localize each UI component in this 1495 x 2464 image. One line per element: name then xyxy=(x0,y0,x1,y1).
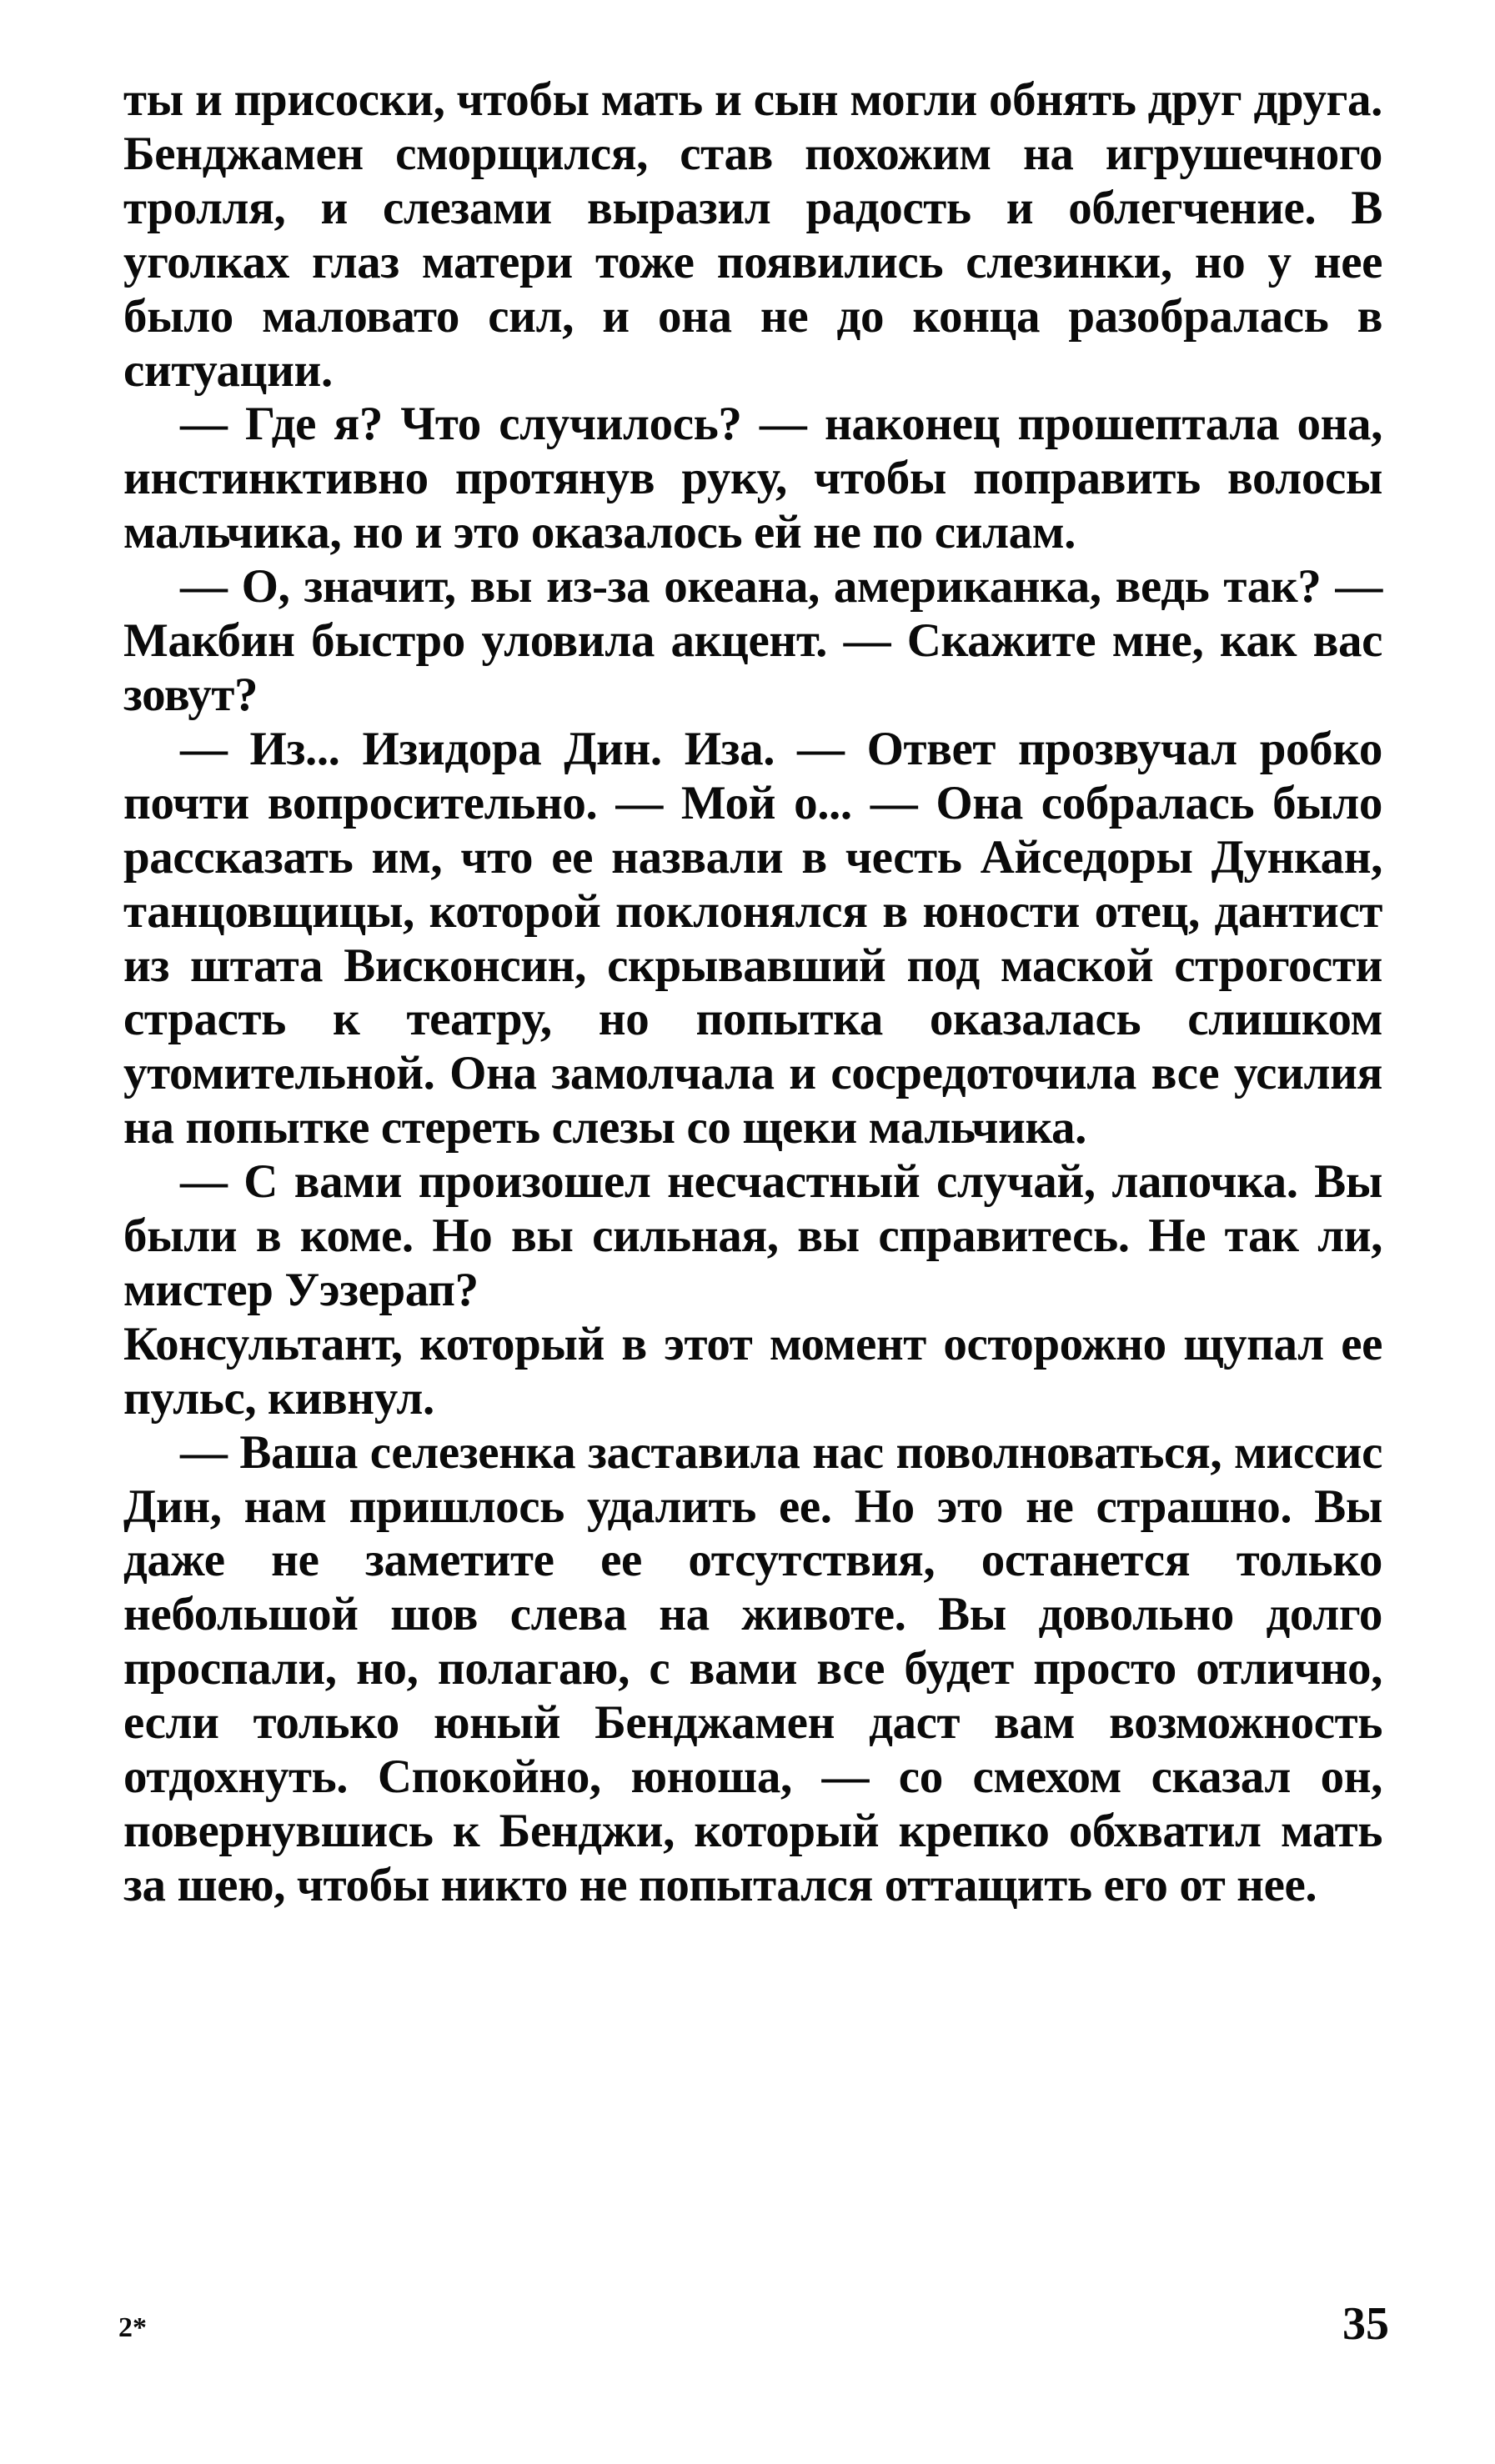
printer-signature-mark: 2* xyxy=(118,2312,147,2343)
paragraph-2: — Где я? Что случилось? — наконец прошептала она, инстинктивно протянув руку, чтобы поправить волосы мальчика, но и это оказалось ей не по силам. xyxy=(123,398,1382,559)
paragraph-3: — О, значит, вы из-за океана, американка, ведь так? — Макбин быстро уловила акцент. — Скажите мне, как вас зовут? xyxy=(123,560,1382,721)
body-text xyxy=(123,73,1382,1913)
paragraph-1: ты и присоски, чтобы мать и сын могли обнять друг друга. Бенджамен сморщился, став похожим на игрушечного тролля, и слезами выразил радость и облегчение. В уголках глаз матери тоже появились слезинки, но у нее было маловато сил, и она не до конца разобралась в ситуации. xyxy=(123,73,1382,397)
page-footer xyxy=(118,2297,1389,2356)
page-number: 35 xyxy=(1342,2298,1389,2350)
paragraph-5: — С вами произошел несчастный случай, лапочка. Вы были в коме. Но вы сильная, вы справитесь. Не так ли, мистер Уэзерап? xyxy=(123,1155,1382,1316)
paragraph-4: — Из... Изидора Дин. Иза. — Ответ прозвучал робко почти вопросительно. — Мой о... — Она собралась было рассказать им, что ее назвали в честь Айседоры Дункан, танцовщицы, которой поклонялся в юности отец, дантист из штата Висконсин, скрывавший под маской строгости страсть к театру, но попытка оказалась слишком утомительной. Она замолчала и сосредоточила все усилия на попытке стереть слезы со щеки мальчика. xyxy=(123,722,1382,1154)
paragraph-6: Консультант, который в этот момент осторожно щупал ее пульс, кивнул. xyxy=(123,1317,1382,1425)
paragraph-7: — Ваша селезенка заставила нас поволноваться, миссис Дин, нам пришлось удалить ее. Но это не страшно. Вы даже не заметите ее отсутствия, останется только небольшой шов слева на животе. Вы довольно долго проспали, но, полагаю, с вами все будет просто отлично, если только юный Бенджамен даст вам возможность отдохнуть. Спокойно, юноша, — со смехом сказал он, повернувшись к Бенджи, который крепко обхватил мать за шею, чтобы никто не попытался оттащить его от нее. xyxy=(123,1425,1382,1911)
book-page xyxy=(118,73,1389,2441)
